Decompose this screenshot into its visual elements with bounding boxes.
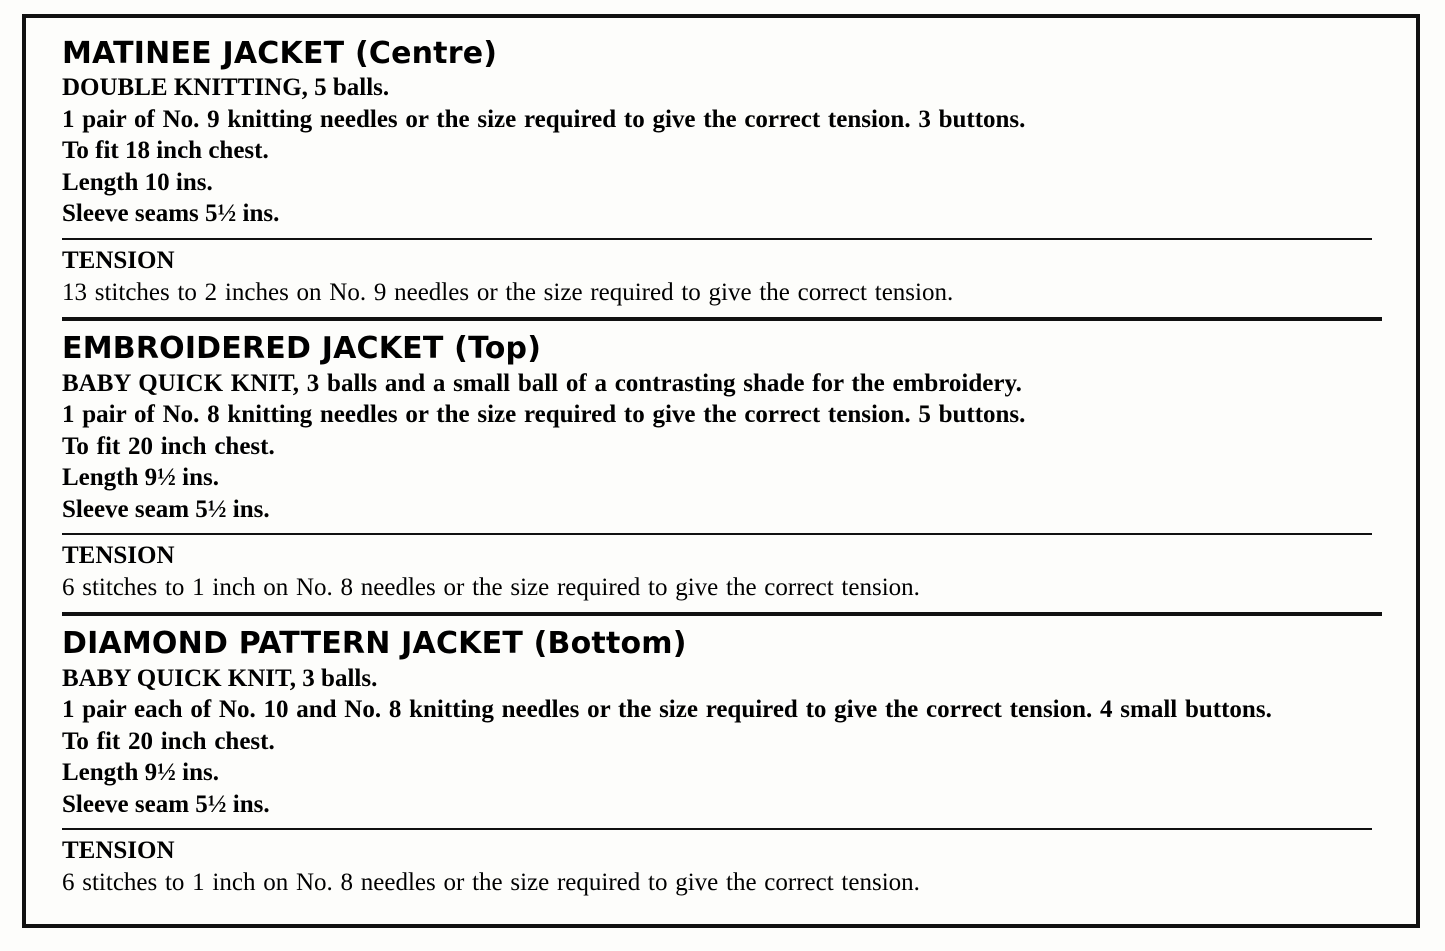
garment-length: Length 9½ ins. <box>62 759 219 787</box>
section-matinee-jacket <box>62 36 1382 308</box>
needles-requirement: 1 pair of No. 9 knitting needles or the size required to give the correct tension. 3 buttons. <box>62 105 1026 133</box>
tension-body: 6 stitches to 1 inch on No. 8 needles or the size required to give the correct tension. <box>62 869 920 897</box>
section-diamond-pattern-jacket <box>62 626 1382 898</box>
garment-length: Length 9½ ins. <box>62 464 219 492</box>
tension-title: TENSION <box>62 837 175 865</box>
document-border <box>22 14 1420 928</box>
chest-size: To fit 20 inch chest. <box>62 727 275 755</box>
section-heading: MATINEE JACKET (Centre) <box>62 36 498 71</box>
section-divider-thick <box>62 612 1382 616</box>
yarn-requirement: BABY QUICK KNIT, 3 balls and a small ball of a contrasting shade for the embroidery. <box>62 369 1022 397</box>
needles-requirement: 1 pair of No. 8 knitting needles or the size required to give the correct tension. 5 buttons. <box>62 401 1026 429</box>
section-divider-thin <box>62 533 1372 535</box>
section-heading: DIAMOND PATTERN JACKET (Bottom) <box>62 626 687 662</box>
sleeve-seam: Sleeve seam 5½ ins. <box>62 495 270 523</box>
section-heading: EMBROIDERED JACKET (Top) <box>62 331 542 367</box>
section-embroidered-jacket <box>62 331 1382 603</box>
chest-size: To fit 20 inch chest. <box>62 432 275 460</box>
needles-requirement: 1 pair each of No. 10 and No. 8 knitting needles or the size required to give the correct tension. 4 small buttons. <box>62 696 1272 724</box>
document-content <box>62 36 1382 898</box>
yarn-requirement: DOUBLE KNITTING, 5 balls. <box>62 74 390 102</box>
sleeve-seam: Sleeve seam 5½ ins. <box>62 790 270 818</box>
tension-body: 13 stitches to 2 inches on No. 9 needles or the size required to give the correct tension. <box>62 278 954 306</box>
sleeve-seam: Sleeve seams 5½ ins. <box>62 200 280 228</box>
tension-title: TENSION <box>62 542 175 570</box>
section-divider-thin <box>62 828 1372 830</box>
garment-length: Length 10 ins. <box>62 168 213 196</box>
section-divider-thin <box>62 238 1372 240</box>
tension-title: TENSION <box>62 246 175 274</box>
section-divider-thick <box>62 317 1382 321</box>
chest-size: To fit 18 inch chest. <box>62 137 269 165</box>
yarn-requirement: BABY QUICK KNIT, 3 balls. <box>62 664 378 692</box>
tension-body: 6 stitches to 1 inch on No. 8 needles or the size required to give the correct tension. <box>62 574 920 602</box>
